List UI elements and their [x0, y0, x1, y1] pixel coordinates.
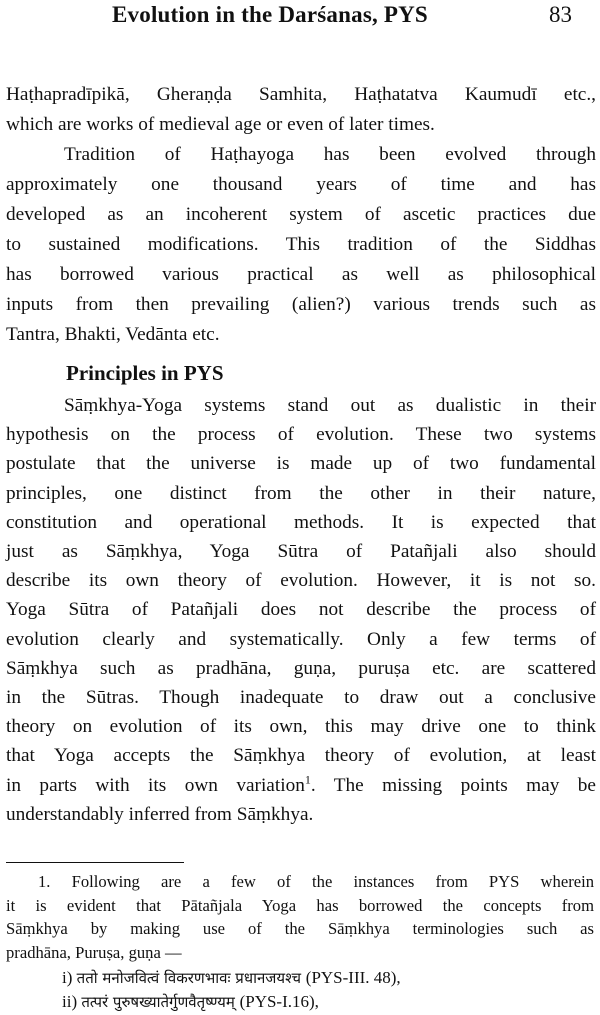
text-line: Sāṃkhya-Yoga systems stand out as dualistic in their	[64, 395, 596, 416]
text-line: Haṭhapradīpikā, Gheraṇḍa Samhita, Haṭhatatva Kaumudī etc.,	[6, 84, 596, 105]
citation-number: ii)	[62, 992, 82, 1011]
text-line: understandably inferred from Sāṃkhya.	[6, 803, 314, 825]
page-number: 83	[549, 2, 572, 27]
text-line: principles, one distinct from the other in their nature,	[6, 482, 596, 504]
text-line: constitution and operational methods. It is expected that	[6, 511, 596, 533]
sanskrit-verse: ततो मनोजवित्वं विकरणभावः प्रधानजयश्च	[76, 969, 306, 987]
footnote-line: Sāṃkhya by making use of the Sāṃkhya terminologies such as	[6, 919, 594, 938]
page-header	[0, 2, 600, 36]
section-heading: Principles in PYS	[66, 361, 224, 385]
sanskrit-verse: तत्परं पुरुषख्यातेर्गुणवैतृष्ण्यम्	[81, 993, 240, 1011]
footnote-separator	[6, 862, 184, 863]
text-span: The missing points may be	[333, 774, 596, 796]
footnote-line: pradhāna, Puruṣa, guṇa —	[6, 942, 182, 962]
text-line: Tradition of Haṭhayoga has been evolved through	[64, 144, 596, 165]
text-line: just as Sāṃkhya, Yoga Sūtra of Patañjali also should	[6, 541, 596, 562]
text-span: in parts with its own variation	[6, 774, 305, 796]
text-line: inputs from then prevailing (alien?) various trends such as	[6, 294, 596, 315]
text-line: to sustained modifications. This tradition of the Siddhas	[6, 234, 596, 255]
text-line: postulate that the universe is made up of two fundamental	[6, 453, 596, 475]
text-line: evolution clearly and systematically. Only a few terms of	[6, 628, 596, 650]
text-line: approximately one thousand years of time and has	[6, 174, 596, 195]
text-line: which are works of medieval age or even of later times.	[6, 114, 435, 135]
footnote-citation	[62, 965, 401, 991]
text-span: .	[310, 774, 334, 796]
text-line: describe its own theory of evolution. However, it is not so.	[6, 570, 596, 592]
citation-reference: (PYS-I.16),	[239, 992, 319, 1011]
text-line: that Yoga accepts the Sāṃkhya theory of evolution, at least	[6, 745, 596, 767]
footnote-reference: 1	[304, 772, 311, 787]
running-title: Evolution in the Darśanas, PYS	[112, 2, 428, 27]
text-line: in the Sūtras. Though inadequate to draw out a conclusive	[6, 687, 596, 708]
footnote-citation	[62, 989, 319, 1015]
text-line: developed as an incoherent system of ascetic practices due	[6, 204, 596, 225]
text-line: hypothesis on the process of evolution. These two systems	[6, 424, 596, 446]
text-line: theory on evolution of its own, this may drive one to think	[6, 716, 596, 738]
text-line-with-footnote	[6, 771, 596, 801]
citation-reference: (PYS-III. 48),	[305, 968, 401, 987]
text-line: Tantra, Bhakti, Vedānta etc.	[6, 324, 220, 345]
text-line: Yoga Sūtra of Patañjali does not describe the process of	[6, 599, 596, 621]
footnote-line: 1. Following are a few of the instances from PYS wherein	[38, 872, 594, 891]
footnote-line: it is evident that Pātañjala Yoga has borrowed the concepts from	[6, 895, 594, 915]
text-line: Sāṃkhya such as pradhāna, guṇa, puruṣa etc. are scattered	[6, 657, 596, 679]
citation-number: i)	[62, 968, 77, 987]
text-line: has borrowed various practical as well as philosophical	[6, 264, 596, 285]
